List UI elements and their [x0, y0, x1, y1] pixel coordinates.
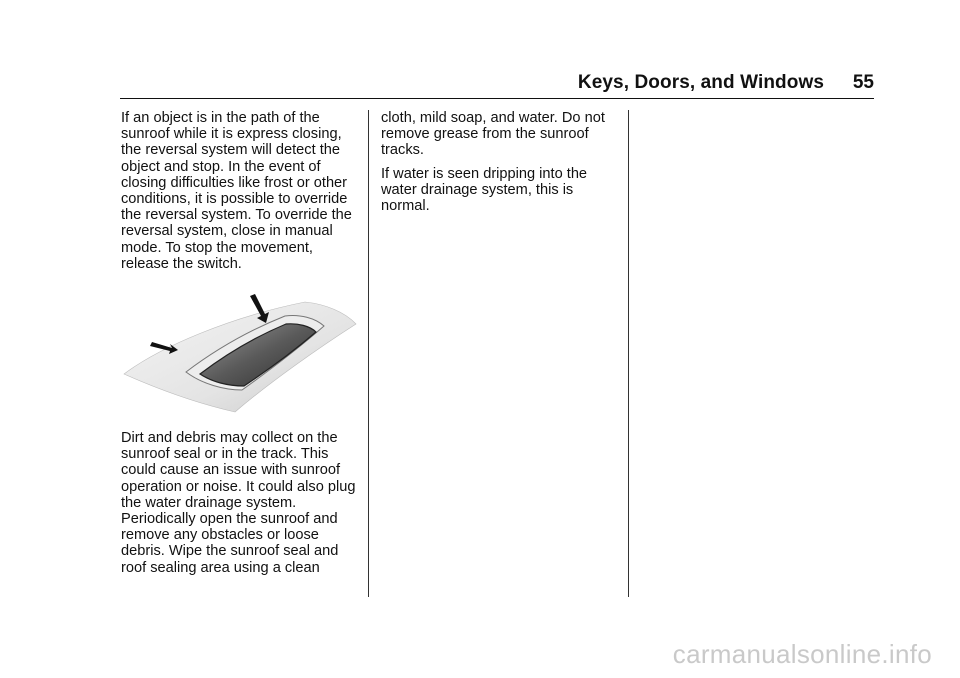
- column-1-bottom: [121, 430, 366, 583]
- column-1-top: [121, 110, 366, 279]
- paragraph-water-drainage: If water is seen dripping into the water drainage system, this is normal.: [381, 165, 588, 215]
- column-divider-2: [628, 110, 629, 597]
- header-rule: [120, 98, 874, 99]
- paragraph-cleaning: cloth, mild soap, and water. Do not remove grease from the sunroof tracks.: [381, 110, 605, 159]
- watermark: carmanualsonline.info: [672, 639, 932, 669]
- paragraph-dirt-debris: Dirt and debris may collect on the sunroof seal or in the track. This could cause an issue with sunroof operation or noise. It could also plug the water drainage system. Periodically open the sunroof and remove any obstacles or loose debris. Wipe the sunroof seal and roof sealing area using a clean: [121, 430, 356, 576]
- page-number: 55: [852, 72, 874, 93]
- paragraph-reversal-system: If an object is in the path of the sunroof while it is express closing, the reversal system will detect the object and stop. In the event of closing difficulties like frost or other conditions, it is possible to override the reversal system. To override the reversal system, close in manual mode. To stop the movement, release the switch.: [121, 110, 352, 272]
- column-2: [381, 110, 616, 221]
- sunroof-illustration: [120, 292, 360, 414]
- column-divider-1: [368, 110, 369, 597]
- section-title: Keys, Doors, and Windows: [577, 72, 824, 93]
